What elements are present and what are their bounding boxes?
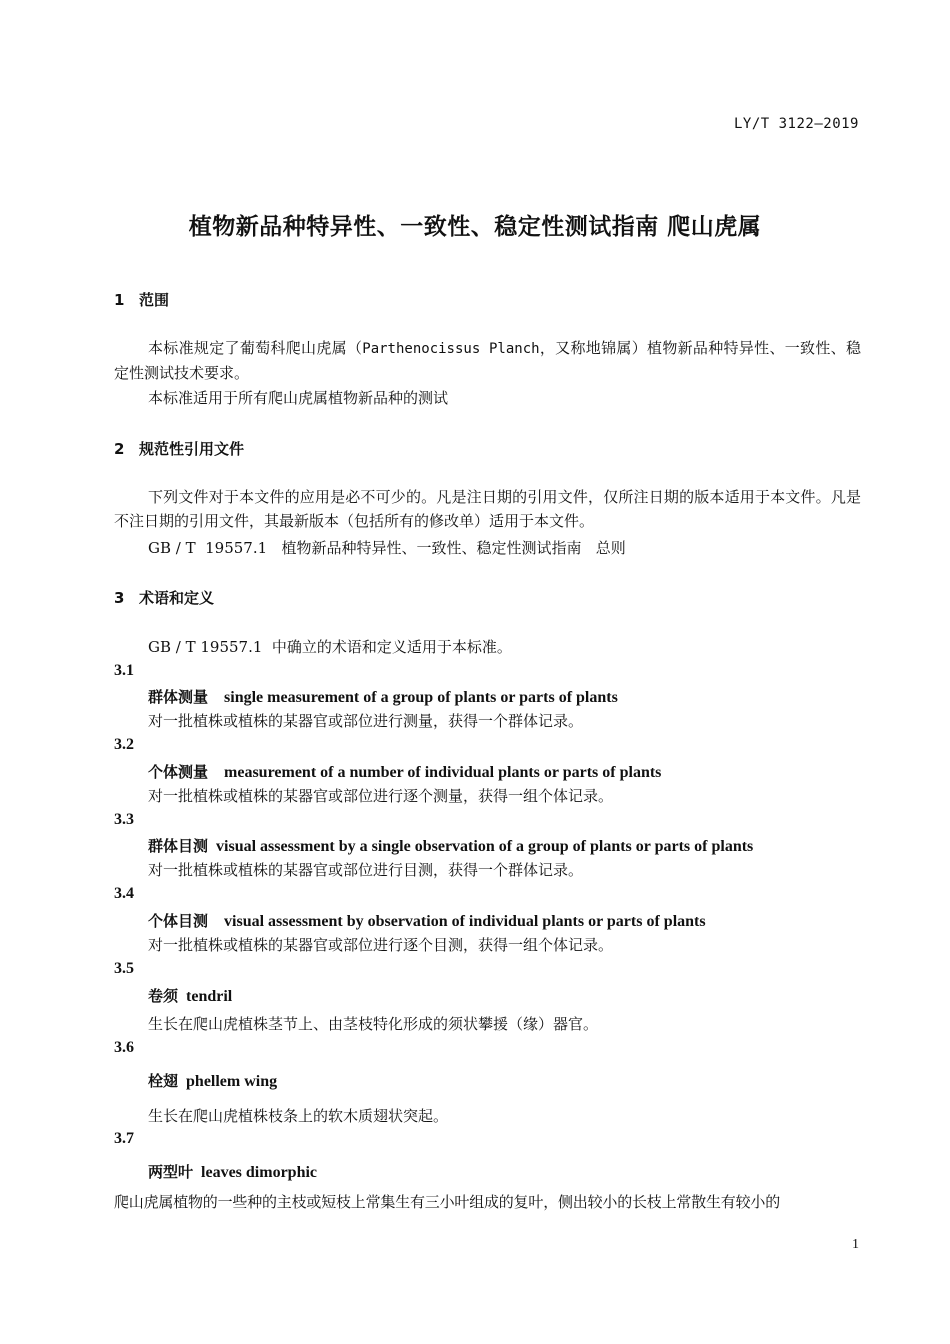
- term-heading: [148, 1070, 277, 1091]
- term-zh: 两型叶: [148, 1163, 194, 1181]
- term-zh: 个体目测: [148, 912, 209, 930]
- normative-references-paragraph: 下列文件对于本文件的应用是必不可少的。凡是注日期的引用文件，仅所注日期的版本适用于本文件。凡是不注日期的引用文件，其最新版本（包括所有的修改单）适用于本文件。: [114, 488, 861, 530]
- term-definition: 对一批植株或植株的某器官或部位进行逐个测量，获得一组个体记录。: [148, 787, 614, 805]
- term-zh: 栓翅: [148, 1072, 179, 1090]
- term-en: leaves dimorphic: [201, 1164, 318, 1181]
- term-en: visual assessment by observation of individual plants or parts of plants: [224, 913, 706, 930]
- section-number: 3: [114, 589, 125, 607]
- standard-code: LY/T 3122—2019: [733, 116, 859, 132]
- term-definition: 对一批植株或植株的某器官或部位进行目测，获得一个群体记录。: [148, 861, 584, 879]
- section-1-heading: [114, 289, 169, 310]
- section-number: 1: [114, 291, 125, 309]
- terms-intro: GB / T 19557.1 中确立的术语和定义适用于本标准。: [148, 638, 512, 656]
- term-definition: 对一批植株或植株的某器官或部位进行逐个目测，获得一组个体记录。: [148, 936, 614, 954]
- section-title: 规范性引用文件: [139, 440, 245, 458]
- section-3-heading: [114, 587, 214, 608]
- term-en: single measurement of a group of plants or parts of plants: [224, 689, 618, 706]
- term-definition: 对一批植株或植株的某器官或部位进行测量，获得一个群体记录。: [148, 712, 584, 730]
- page-number: 1: [852, 1237, 859, 1252]
- term-heading: [148, 686, 618, 707]
- term-definition: 生长在爬山虎植株枝条上的软木质翅状突起。: [148, 1107, 449, 1125]
- term-number: 3.1: [114, 662, 134, 679]
- term-zh: 个体测量: [148, 763, 209, 781]
- scope-applicability: 本标准适用于所有爬山虎属植物新品种的测试: [148, 389, 449, 407]
- term-number: 3.7: [114, 1130, 134, 1147]
- section-2-heading: [114, 438, 244, 459]
- section-title: 术语和定义: [139, 589, 215, 607]
- text-run: ，又称地锦属）植物新品种特异性、一致性、稳定性测试技术要求。: [114, 339, 861, 382]
- term-heading: [148, 835, 753, 856]
- term-number: 3.5: [114, 960, 134, 977]
- section-title: 范围: [139, 291, 170, 309]
- term-heading: [148, 761, 661, 782]
- term-heading: [148, 1161, 317, 1182]
- term-number: 3.3: [114, 811, 134, 828]
- term-number: 3.4: [114, 885, 134, 902]
- text-run: 本标准规定了葡萄科爬山虎属（: [148, 339, 363, 357]
- term-definition: 爬山虎属植物的一些种的主枝或短枝上常集生有三小叶组成的复叶，侧出较小的长枝上常散生有较小的: [114, 1193, 781, 1211]
- document-title: 植物新品种特异性、一致性、稳定性测试指南 爬山虎属: [188, 214, 762, 240]
- term-heading: [148, 910, 706, 931]
- term-en: measurement of a number of individual plants or parts of plants: [224, 764, 662, 781]
- term-zh: 群体测量: [148, 688, 209, 706]
- latin-genus-name: Parthenocissus Planch: [362, 341, 540, 357]
- term-heading: [148, 985, 232, 1006]
- term-number: 3.6: [114, 1039, 134, 1056]
- scope-paragraph: [114, 336, 861, 385]
- term-zh: 卷须: [148, 987, 179, 1005]
- term-number: 3.2: [114, 736, 134, 753]
- term-definition: 生长在爬山虎植株茎节上、由茎枝特化形成的须状攀援（缘）器官。: [148, 1015, 599, 1033]
- term-en: phellem wing: [186, 1073, 278, 1090]
- term-en: visual assessment by a single observation of a group of plants or parts of plants: [216, 838, 754, 855]
- reference-entry: GB / T 19557.1 植物新品种特异性、一致性、稳定性测试指南 总则: [148, 539, 626, 557]
- term-en: tendril: [186, 988, 233, 1005]
- term-zh: 群体目测: [148, 837, 209, 855]
- section-number: 2: [114, 440, 125, 458]
